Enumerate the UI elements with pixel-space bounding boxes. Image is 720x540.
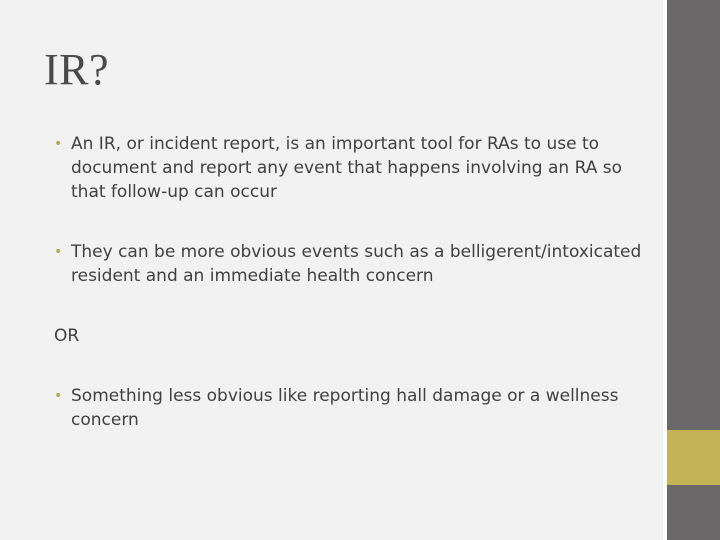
or-separator: OR	[54, 326, 80, 346]
slide-body	[54, 132, 644, 468]
sidebar-panel-bottom	[667, 485, 720, 540]
bullet-dot-icon: •	[54, 244, 63, 260]
bullet-item	[54, 384, 644, 432]
bullet-text: They can be more obvious events such as a belligerent/intoxicated resident and an immediate health concern	[71, 242, 642, 286]
sidebar-accent-block	[667, 430, 720, 485]
bullet-item	[54, 132, 644, 204]
bullet-item	[54, 240, 644, 288]
bullet-dot-icon: •	[54, 388, 63, 404]
sidebar-panel	[667, 0, 720, 430]
bullet-text: An IR, or incident report, is an important tool for RAs to use to document and report any event that happens involving an RA so that follow-up can occur	[71, 134, 623, 202]
bullet-dot-icon: •	[54, 136, 63, 152]
slide-title: IR?	[44, 45, 110, 94]
bullet-text: Something less obvious like reporting hall damage or a wellness concern	[71, 386, 619, 430]
